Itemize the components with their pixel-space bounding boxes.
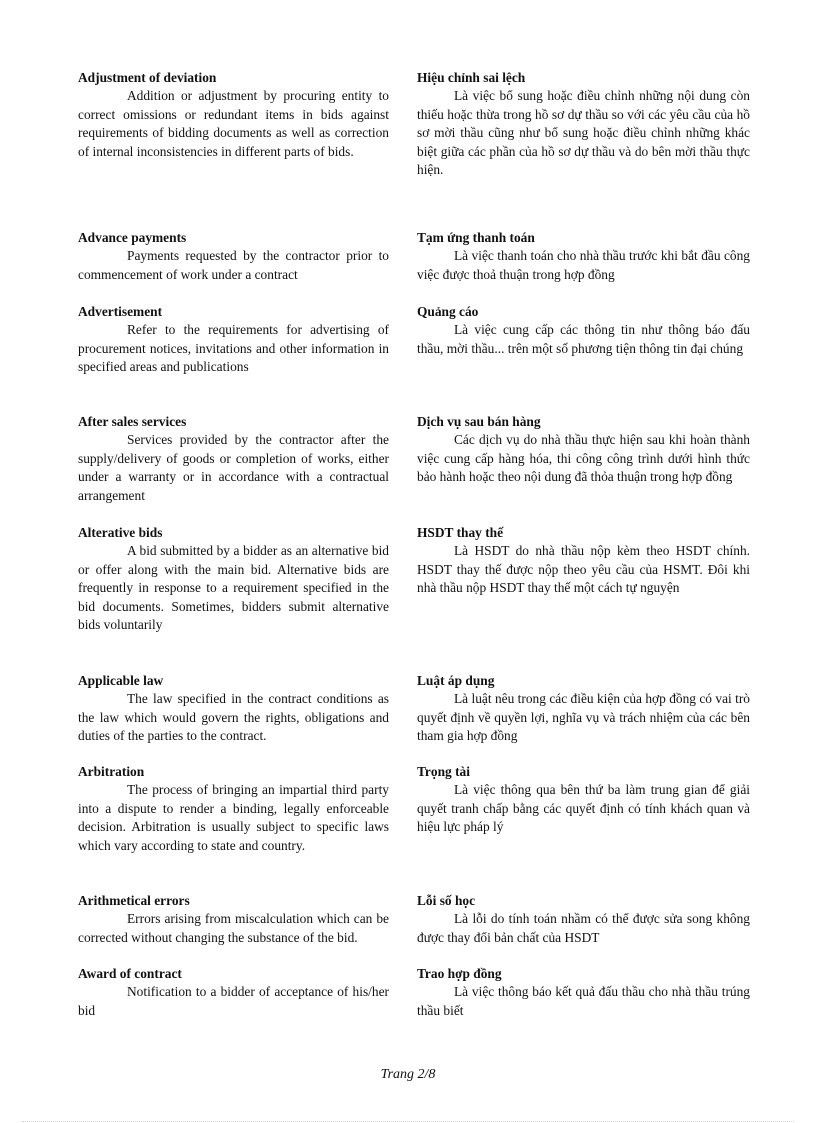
term-vi: HSDT thay thế bbox=[417, 525, 504, 540]
term-vi: Dịch vụ sau bán hàng bbox=[417, 414, 541, 429]
glossary-entry-vi bbox=[417, 763, 750, 837]
definition-vi: Là lỗi do tính toán nhầm có thể được sửa song không được thay đổi bản chất của HSDT bbox=[417, 911, 750, 945]
glossary-entry-en bbox=[78, 69, 389, 161]
term-en: Adjustment of deviation bbox=[78, 70, 217, 85]
term-vi: Tạm ứng thanh toán bbox=[417, 230, 535, 245]
term-en: Arbitration bbox=[78, 764, 145, 779]
term-en: Advertisement bbox=[78, 304, 163, 319]
term-en: Award of contract bbox=[78, 966, 182, 981]
term-vi: Trọng tài bbox=[417, 764, 470, 779]
term-en: After sales services bbox=[78, 414, 187, 429]
definition-en: Refer to the requirements for advertising of procurement notices, invitations and other information in specified areas and publications bbox=[78, 322, 389, 375]
glossary-entry-en bbox=[78, 965, 389, 1020]
term-vi: Hiệu chỉnh sai lệch bbox=[417, 70, 526, 85]
definition-vi: Là việc cung cấp các thông tin như thông báo đấu thầu, mời thầu... trên một số phương tiện thông tin đại chúng bbox=[417, 322, 750, 356]
definition-vi: Là việc thông qua bên thứ ba làm trung gian để giải quyết tranh chấp bằng các quyết định có tính khách quan và hiệu lực pháp lý bbox=[417, 782, 750, 835]
page-number: Trang 2/8 bbox=[380, 1067, 436, 1082]
definition-vi: Là HSDT do nhà thầu nộp kèm theo HSDT chính. HSDT thay thế được nộp theo yêu cầu của HSMT. Đôi khi nhà thầu nộp HSDT thay thế một cách tự nguyện bbox=[417, 543, 750, 596]
definition-vi: Là luật nêu trong các điều kiện của hợp đồng có vai trò quyết định về quyền lợi, nghĩa vụ và trách nhiệm của các bên tham gia hợp đồng bbox=[417, 691, 750, 744]
definition-en: A bid submitted by a bidder as an alternative bid or offer along with the main bid. Alternative bids are frequently in response to a requirement specified in the bid documents. Sometimes, bidders submit alternative bids voluntarily bbox=[78, 543, 389, 633]
glossary-entry-vi bbox=[417, 69, 750, 179]
definition-en: Services provided by the contractor after the supply/delivery of goods or completion of works, either under a warranty or in accordance with a contractual arrangement bbox=[78, 432, 389, 503]
term-vi: Lỗi số học bbox=[417, 893, 476, 908]
glossary-entry-en bbox=[78, 303, 389, 377]
definition-en: Errors arising from miscalculation which can be corrected without changing the substance of the bid. bbox=[78, 911, 389, 945]
definition-en: The process of bringing an impartial third party into a dispute to render a binding, legally enforceable decision. Arbitration is usually subject to specific laws which vary according to state and country. bbox=[78, 782, 389, 853]
term-vi: Luật áp dụng bbox=[417, 673, 495, 688]
term-en: Advance payments bbox=[78, 230, 187, 245]
definition-en: Addition or adjustment by procuring entity to correct omissions or redundant items in bids against requirements of bidding documents as well as correction of internal inconsistencies in different parts of bids. bbox=[78, 88, 389, 159]
glossary-entry-en bbox=[78, 524, 389, 634]
glossary-entry-vi bbox=[417, 892, 750, 947]
glossary-entry-en bbox=[78, 892, 389, 947]
glossary-entry-en bbox=[78, 413, 389, 505]
definition-vi: Là việc bổ sung hoặc điều chỉnh những nội dung còn thiếu hoặc thừa trong hồ sơ dự thầu so với các yêu cầu của hồ sơ mời thầu cũng như bổ sung hoặc điều chỉnh những khác biệt giữa các phần của hồ sơ dự thầu và do bên mời thầu thực hiện. bbox=[417, 88, 750, 178]
definition-vi: Các dịch vụ do nhà thầu thực hiện sau khi hoàn thành việc cung cấp hàng hóa, thi công công trình dưới hình thức bảo hành hoặc theo nội dung đã thỏa thuận trong hợp đồng bbox=[417, 432, 750, 485]
glossary-entry-en bbox=[78, 763, 389, 855]
term-en: Applicable law bbox=[78, 673, 164, 688]
glossary-entry-en bbox=[78, 672, 389, 746]
glossary-entry-en bbox=[78, 229, 389, 284]
term-vi: Quảng cáo bbox=[417, 304, 479, 319]
glossary-entry-vi bbox=[417, 413, 750, 487]
definition-en: The law specified in the contract conditions as the law which would govern the rights, obligations and duties of the parties to the contract. bbox=[78, 691, 389, 744]
term-vi: Trao hợp đồng bbox=[417, 966, 502, 981]
definition-en: Notification to a bidder of acceptance of his/her bid bbox=[78, 984, 389, 1018]
glossary-entry-vi bbox=[417, 229, 750, 284]
definition-vi: Là việc thanh toán cho nhà thầu trước khi bắt đầu công việc được thoả thuận trong hợp đồng bbox=[417, 248, 750, 282]
definition-vi: Là việc thông báo kết quả đấu thầu cho nhà thầu trúng thầu biết bbox=[417, 984, 750, 1018]
term-en: Arithmetical errors bbox=[78, 893, 190, 908]
glossary-entry-vi bbox=[417, 524, 750, 598]
glossary-entry-vi bbox=[417, 303, 750, 358]
page-edge-divider bbox=[22, 1121, 794, 1122]
definition-en: Payments requested by the contractor prior to commencement of work under a contract bbox=[78, 248, 389, 282]
glossary-entry-vi bbox=[417, 672, 750, 746]
term-en: Alterative bids bbox=[78, 525, 163, 540]
glossary-entry-vi bbox=[417, 965, 750, 1020]
